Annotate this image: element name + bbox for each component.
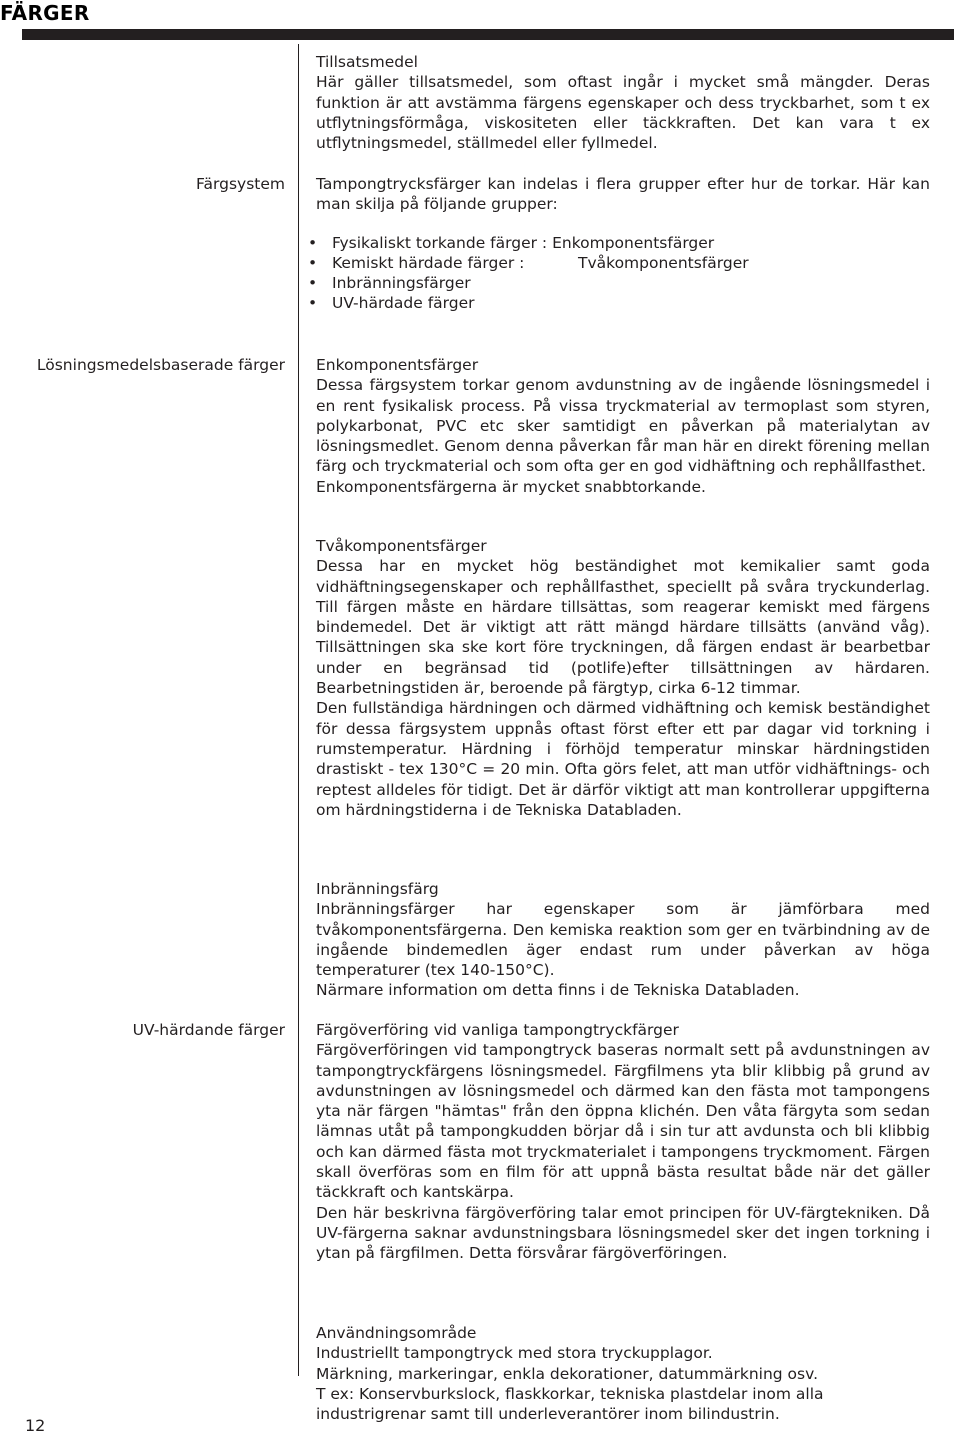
section-title: Färgöverföring vid vanliga tampongtryckfärger [316,1021,679,1039]
section-body: Inbränningsfärger har egenskaper som är jämförbara med tvåkomponentsfärgerna. Den kemiska reaktion som ger en tvärbindning av de ingående bindemedlen äger endast rum under påverkan av höga temperaturer (tex 140-150°C). [316,900,930,980]
section-tvakomponent [316,536,930,820]
column-divider [298,44,299,1376]
page-title: FÄRGER [0,1,90,25]
list-item-label: Inbränningsfärger [332,274,471,292]
list-item [308,233,749,253]
usage-line: Industriellt tampongtryck med stora tryckupplagor. [316,1344,713,1363]
list-item-label: Fysikaliskt torkande färger : [332,234,548,252]
usage-line: T ex: Konservburkslock, flaskkorkar, tekniska plastdelar inom alla industrigrenar samt till underleverantörer inom bilindustrin. [316,1384,824,1424]
section-fargoverforing [316,1020,930,1264]
bullet-icon: • [308,234,318,252]
side-label-losningsmedel: Lösningsmedelsbaserade färger [36,356,285,374]
section-intro: Tampongtrycksfärger kan indelas i flera grupper efter hur de torkar. Här kan man skilja på följande grupper: [316,175,930,214]
section-tillsatsmedel [316,52,930,153]
section-title: Inbränningsfärg [316,880,439,898]
section-body-2: Den fullständiga härdningen och därmed vidhäftning och kemisk beständighet för dessa färgsystem uppnås oftast först efter ett par dagar vid torkning i rumstemperatur. Härdning i förhöjd temperatur minskar härdningstiden drastiskt - tex 130°C = 20 min. Ofta görs felet, att man utför vidhäftnings- och reptest alldeles för tidigt. Det är därför viktigt att man kontrollerar uppgifterna om härdningstiderna i de Tekniska Databladen. [316,699,930,819]
list-item-value: Tvåkomponentsfärger [578,254,749,272]
list-item [308,253,749,273]
section-body: Färgöverföringen vid tampongtryck baseras normalt sett på avdunstningen av tampongtryckfärgens lösningsmedel. Färgfilmens yta blir klibbig på grund av avdunstningen av lösningsmedel och därmed kan den fästa mot tampongens yta när färgen "hämtas" från den öppna klichén. Den våta färgyta som sedan lämnas utåt på tampongkudden börjar då i sin tur att avdunsta och bli klibbig och kan därmed fästa mot tryckmaterialet i tampongens tryckmoment. Färgen skall överföras som en film för att uppnå bästa resultat både när det gäller täckkraft och kantskärpa. [316,1041,930,1202]
section-enkomponent [316,355,930,497]
section-body-2: Den här beskrivna färgöverföring talar emot principen för UV-färgtekniken. Då UV-färgerna saknar avdunstningsbara lösningsmedel sker det ingen torkning i ytan på färgfilmen. Detta försvårar färgöverföringen. [316,1203,930,1263]
side-label-uv: UV-härdande färger [132,1021,285,1039]
section-title: Tvåkomponentsfärger [316,537,487,555]
section-body: Dessa har en mycket hög beständighet mot kemikalier samt goda vidhäftningsegenskaper och rephållfasthet, speciellt på svåra tryckunderlag. Till färgen måste en härdare tillsättas, som reagerar kemiskt med färgens bindemedel. Det är viktigt att rätt mängd härdare tillsätts (använd våg). Tillsättningen ska ske kort före tryckningen, då färgen endast är bearbetbar under en begränsad tid (potlife)efter tillsättningen av härdaren. Bearbetningstiden är, beroende på färgtyp, cirka 6-12 timmar. [316,557,930,698]
section-inbranning [316,879,930,1001]
list-item [308,293,749,313]
bullet-icon: • [308,254,318,272]
section-body: Dessa färgsystem torkar genom avdunstning av de ingående lösningsmedel i en rent fysikalisk process. På vissa tryckmaterial av termoplast som styren, polykarbonat, PVC etc sker samtidigt en påverkan på materialytan av lösningsmedlet. Genom denna påverkan får man här en direkt förening mellan färg och tryckmaterial och som ofta ger en god vidhäftning och rephållfasthet. [316,376,930,476]
usage-line: Märkning, markeringar, enkla dekorationer, datummärkning osv. [316,1364,818,1383]
list-item [308,273,749,293]
section-title: Tillsatsmedel [316,53,418,71]
section-fargsystem [316,174,930,215]
drying-groups-list [308,233,749,313]
section-anvandning [316,1323,930,1424]
bullet-icon: • [308,274,318,292]
section-note: Enkomponentsfärgerna är mycket snabbtorkande. [316,477,706,496]
list-item-label: UV-härdade färger [332,294,475,312]
list-item-value: Enkomponentsfärger [552,234,715,252]
bullet-icon: • [308,294,318,312]
section-note: Närmare information om detta finns i de Tekniska Databladen. [316,981,800,1000]
page-number: 12 [25,1416,46,1435]
section-title: Enkomponentsfärger [316,356,479,374]
side-label-fargsystem: Färgsystem [196,175,285,193]
list-item-label: Kemiskt härdade färger : [332,254,525,272]
header-bar [22,29,954,40]
section-title: Användningsområde [316,1324,477,1342]
section-body: Här gäller tillsatsmedel, som oftast ingår i mycket små mängder. Deras funktion är att avstämma färgens egenskaper och dess tryckbarhet, som t ex utflytningsförmåga, viskositeten eller täckkraften. Det kan vara t ex utflytningsmedel, ställmedel eller fyllmedel. [316,73,930,153]
